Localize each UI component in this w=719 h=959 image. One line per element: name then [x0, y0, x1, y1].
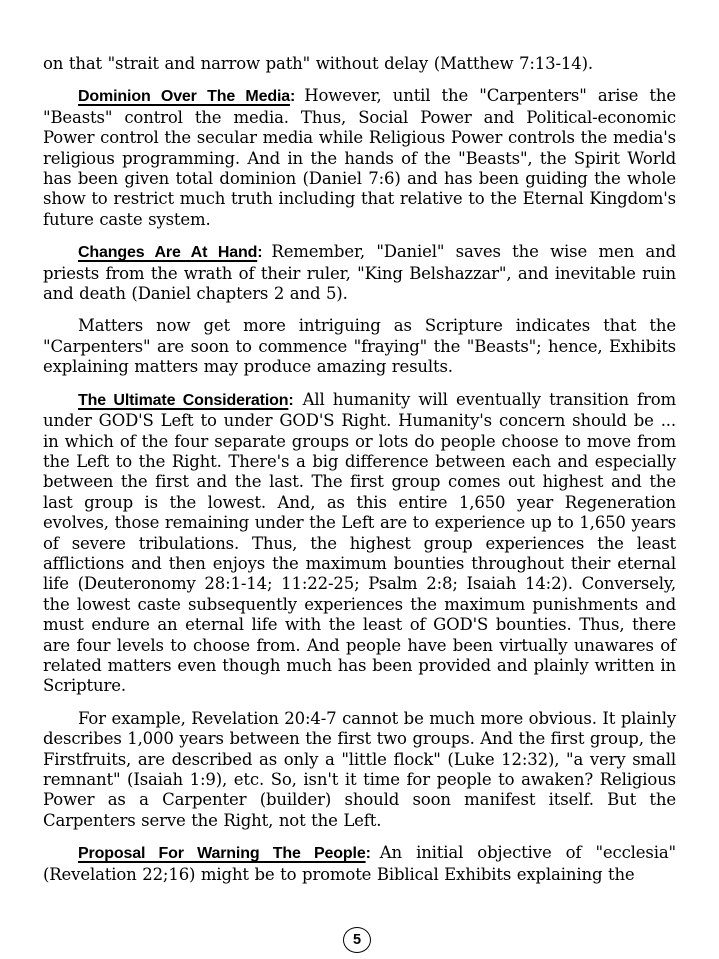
paragraph-text: However, until the "Carpenters" arise the "Beasts" control the media. Thus, Social Power and Political-economic Power control the secular media while Religious Power controls the media's religious programming. And in the hands of the "Beasts", the Spirit World has been given total dominion (Daniel 7:6) and has been guiding the whole show to restrict much truth including that relative to the Eternal Kingdom's future caste system.: [43, 86, 676, 229]
paragraph-text: Matters now get more intriguing as Scripture indicates that the "Carpenters" are soon to commence "fraying" the "Beasts"; hence, Exhibits explaining matters may produce amazing results.: [43, 316, 676, 377]
paragraph-text: All humanity will eventually transition from under GOD'S Left to under GOD'S Right. Humanity's concern should be ... in which of the four separate groups or lots do people choose to move from the Left to the Right. There's a big difference between each and especially between the first and the last. The first group comes out highest and the last group is the lowest. And, as this entire 1,650 year Regeneration evolves, those remaining under the Left are to experience up to 1,650 years of severe tribulations. Thus, the highest group experiences the least afflictions and then enjoys the maximum bounties throughout their eternal life (Deuteronomy 28:1-14; 11:22-25; Psalm 2:8; Isaiah 14:2). Conversely, the lowest caste subsequently experiences the maximum punishments and must endure an eternal life with the least of GOD'S bounties. Thus, there are four levels to choose from. And people have been virtually unawares of related matters even though much has been provided and plainly written in Scripture.: [43, 389, 677, 696]
paragraph-matters-intriguing: [43, 316, 676, 377]
paragraph-changes-are-at-hand: [43, 242, 676, 304]
page-number: 5: [352, 931, 362, 948]
paragraph-dominion-over-the-media: [43, 86, 676, 230]
page-content: [43, 54, 676, 897]
paragraph-ultimate-consideration: [43, 390, 676, 697]
paragraph-proposal-warning: [43, 843, 676, 885]
paragraph-text: An initial objective of "ecclesia" (Revelation 22;16) might be to promote Biblical Exhibits explaining the: [43, 843, 676, 884]
heading-colon: :: [257, 244, 263, 262]
heading-proposal-warning: Proposal For Warning The People: [78, 845, 366, 863]
paragraph-continuation: [43, 54, 676, 74]
heading-colon: :: [288, 391, 294, 409]
page-number-badge: [343, 927, 371, 953]
heading-dominion-over-the-media: Dominion Over The Media: [78, 88, 291, 106]
paragraph-text: Remember, "Daniel" saves the wise men and priests from the wrath of their ruler, "King Belshazzar", and inevitable ruin and death (Daniel chapters 2 and 5).: [43, 242, 676, 304]
heading-ultimate-consideration: The Ultimate Consideration: [78, 391, 289, 409]
paragraph-text: For example, Revelation 20:4-7 cannot be much more obvious. It plainly describes 1,000 years between the first two groups. And the first group, the Firstfruits, are described as only a "little flock" (Luke 12:32), "a very small remnant" (Isaiah 1:9), etc. So, isn't it time for people to awaken? Religious Power as a Carpenter (builder) should soon manifest itself. But the Carpenters serve the Right, not the Left.: [43, 708, 676, 830]
paragraph-continuation-text: on that "strait and narrow path" without delay (Matthew 7:13-14).: [43, 54, 593, 73]
paragraph-for-example: [43, 709, 676, 831]
heading-colon: :: [290, 88, 296, 106]
heading-changes-are-at-hand: Changes Are At Hand: [78, 244, 258, 262]
heading-colon: :: [365, 845, 371, 863]
